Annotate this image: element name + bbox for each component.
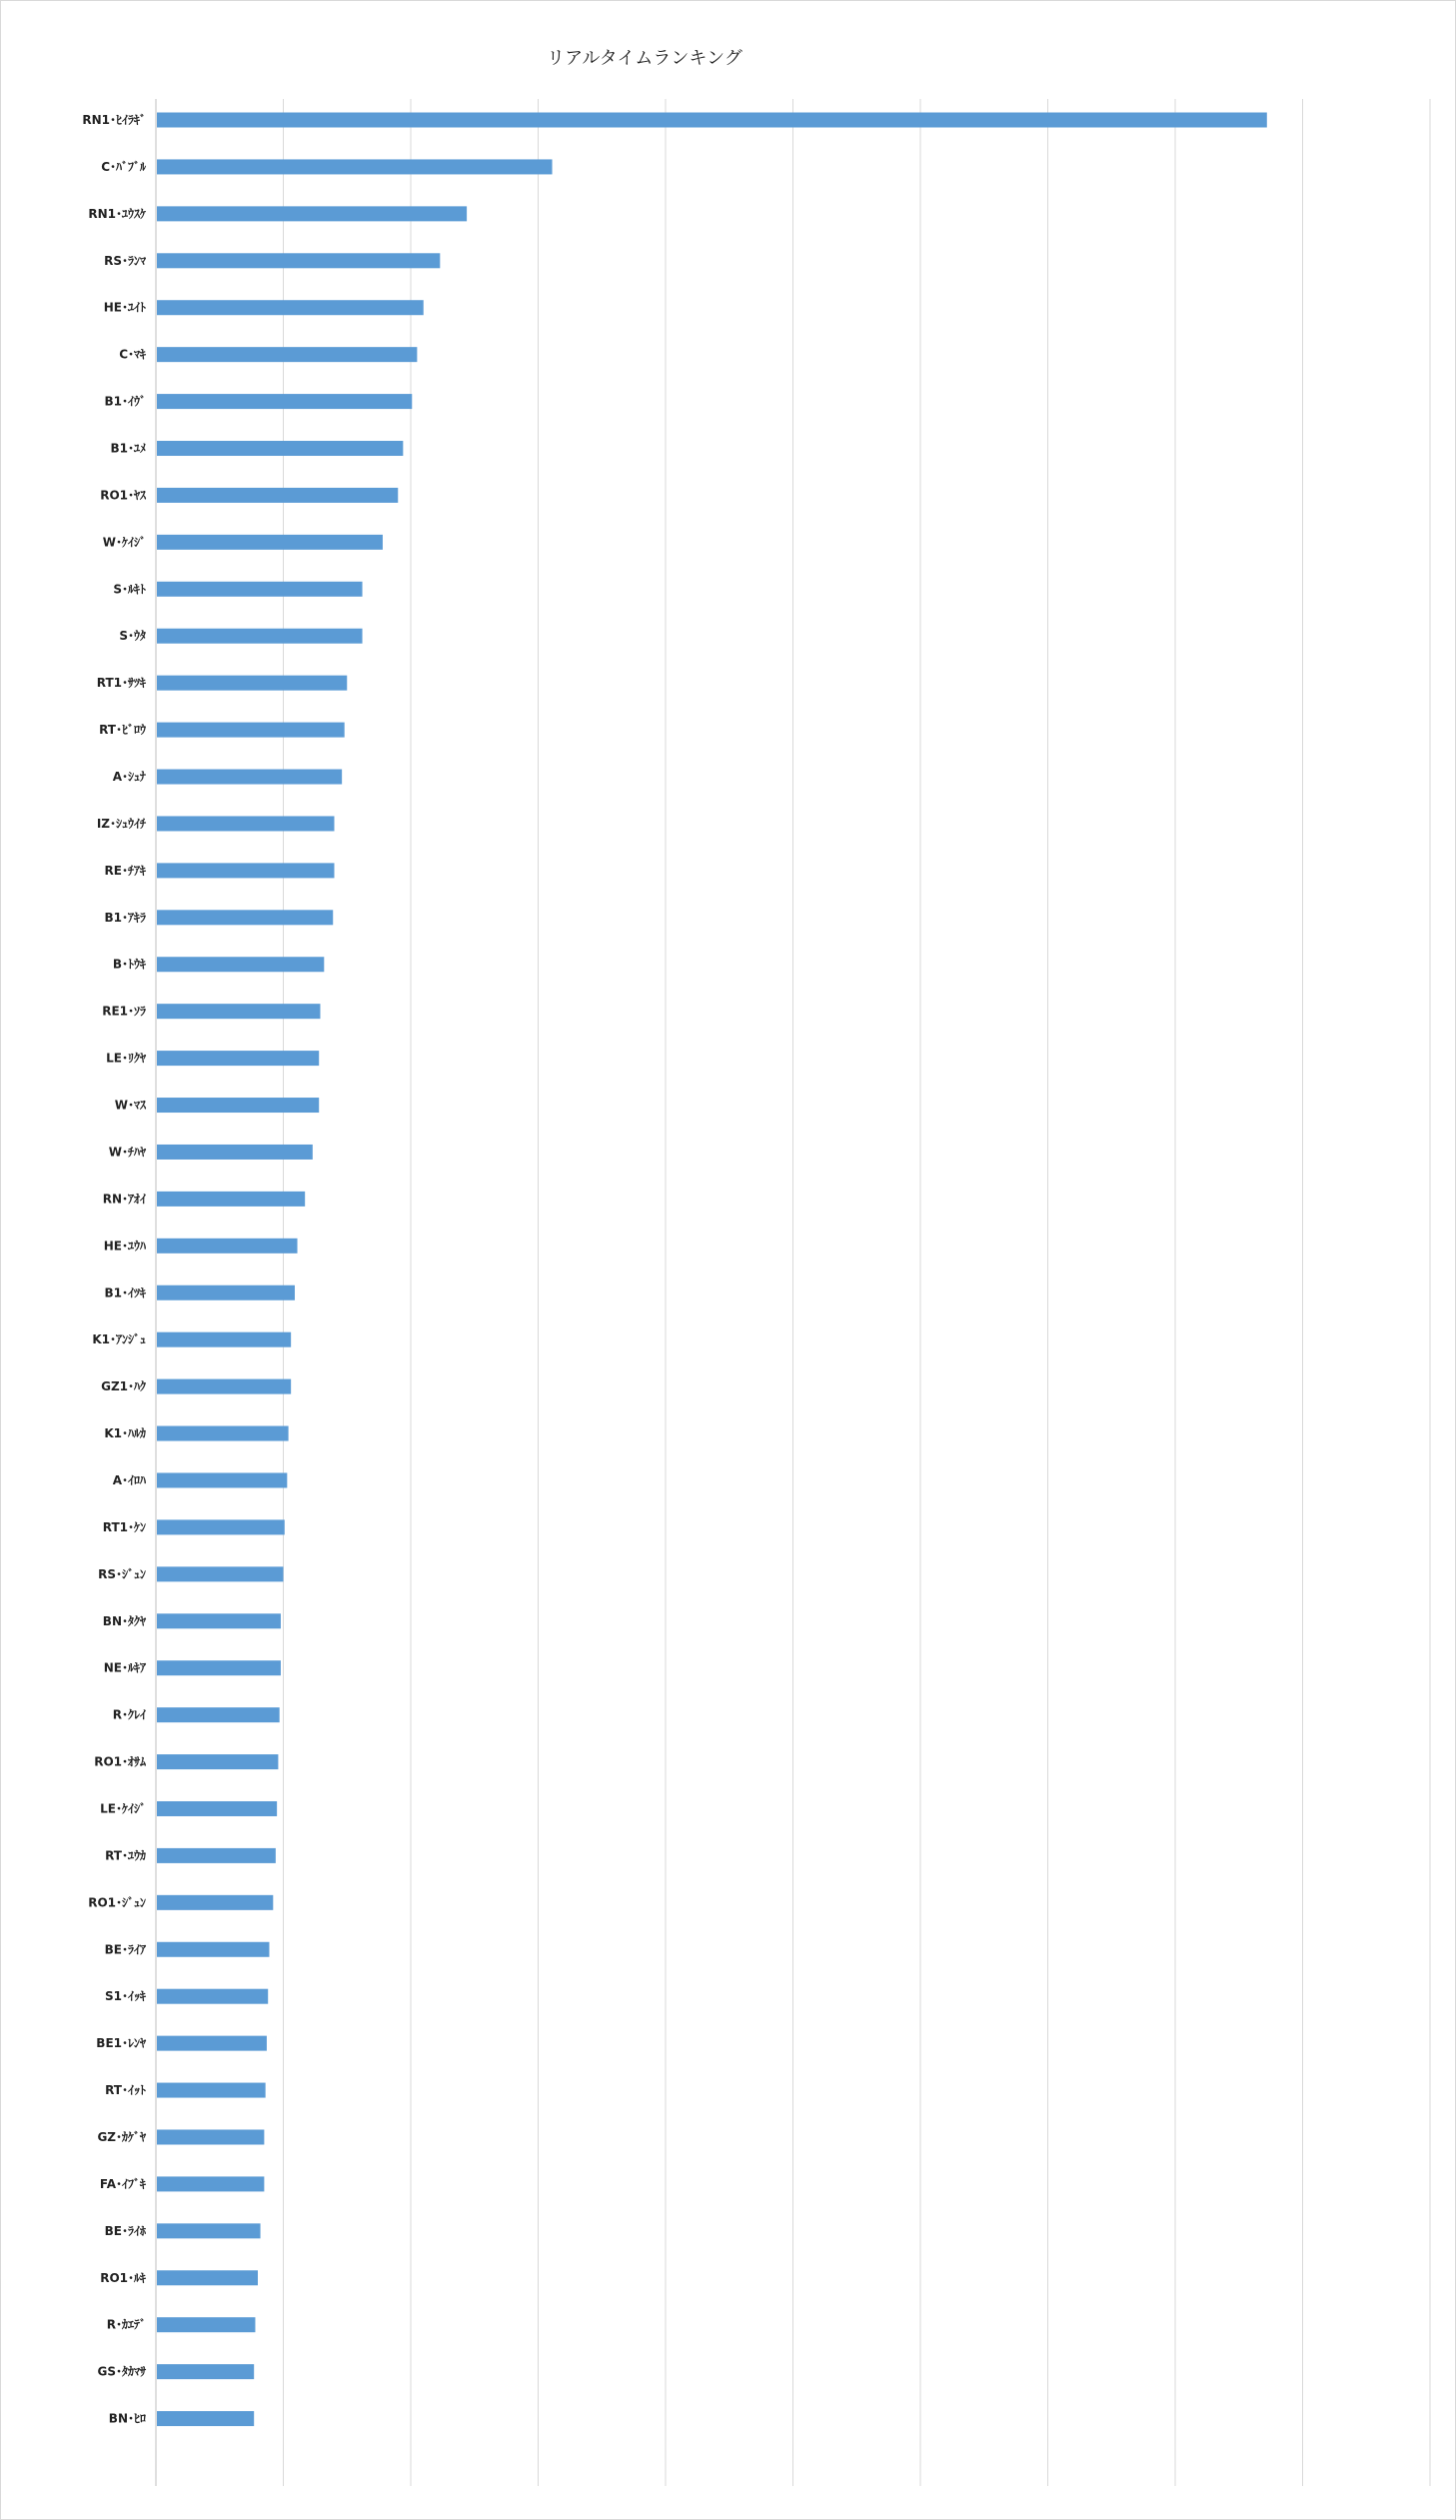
- category-label: GZ1･ﾊｸ: [101, 1379, 146, 1394]
- bar: [157, 723, 345, 738]
- category-label: B1･ﾕﾒ: [110, 441, 146, 456]
- category-label: C･ﾏｷ: [119, 347, 146, 362]
- category-label: LE･ﾘｸﾔ: [106, 1051, 146, 1066]
- bar: [157, 676, 347, 691]
- bar: [157, 1472, 287, 1487]
- category-label: BE･ﾗｲｱ: [104, 1942, 146, 1957]
- bar: [157, 1613, 281, 1628]
- category-label: RO1･ﾔｽ: [100, 488, 146, 503]
- bar: [157, 770, 342, 785]
- bar: [157, 159, 553, 174]
- category-label: IZ･ｼｭｳｲﾁ: [96, 816, 146, 831]
- bar: [157, 1145, 313, 1160]
- category-label: RT1･ｹﾝ: [102, 1519, 146, 1534]
- category-label: R･ｸﾚｲ: [112, 1707, 146, 1722]
- category-label: BN･ﾋﾛ: [108, 2411, 146, 2426]
- category-label: S･ｳﾀ: [119, 629, 146, 644]
- category-label: GZ･ｶｹﾞﾔ: [97, 2129, 146, 2144]
- bar: [157, 206, 467, 221]
- bar: [157, 1707, 280, 1722]
- bar: [157, 1379, 291, 1394]
- bar: [157, 253, 440, 268]
- bar: [157, 1848, 276, 1863]
- bar: [157, 1098, 319, 1113]
- category-label: RN1･ﾋｲﾗｷﾞ: [82, 113, 146, 127]
- bar: [157, 2411, 254, 2426]
- category-label: RS･ｼﾞｭﾝ: [98, 1566, 146, 1581]
- category-label: LE･ｹｲｼﾞ: [100, 1801, 146, 1816]
- bar: [157, 1051, 319, 1066]
- category-label: RT･ﾋﾞﾛｳ: [99, 723, 146, 738]
- category-label: NE･ﾙｷｱ: [103, 1660, 146, 1675]
- bar: [157, 1754, 278, 1769]
- category-label: HE･ﾕｲﾄ: [103, 300, 146, 315]
- bar: [157, 2317, 255, 2332]
- category-label: B1･ｲﾂｷ: [104, 1285, 146, 1300]
- bar: [157, 816, 335, 831]
- category-label: A･ｼｭﾅ: [112, 770, 146, 785]
- bar: [157, 1192, 305, 1207]
- category-label: RN1･ﾕｳｽｹ: [88, 206, 146, 221]
- bar: [157, 1660, 281, 1675]
- bar: [157, 2129, 264, 2144]
- bar: [157, 1942, 269, 1957]
- category-label: HE･ﾕｳﾊ: [103, 1239, 146, 1254]
- category-label: BN･ﾀｸﾔ: [102, 1613, 146, 1628]
- bar: [157, 863, 335, 878]
- bar: [157, 1519, 285, 1534]
- category-label: W･ﾁﾊﾔ: [108, 1145, 146, 1160]
- category-label: GS･ﾀｶﾏｻ: [97, 2364, 146, 2379]
- category-label: K1･ｱﾝｼﾞｭ: [92, 1332, 146, 1347]
- category-label: B1･ｲｳﾞ: [104, 394, 146, 409]
- bar: [157, 394, 412, 409]
- bar: [157, 2036, 267, 2051]
- category-label: RE･ﾁｱｷ: [104, 863, 146, 878]
- bar: [157, 1426, 289, 1441]
- category-label: RO1･ﾙｷ: [100, 2270, 146, 2285]
- bar: [157, 1989, 268, 2004]
- category-label: FA･ｲﾌﾞｷ: [99, 2176, 146, 2191]
- bar: [157, 910, 333, 925]
- category-label: RO1･ｵｻﾑ: [94, 1754, 146, 1769]
- category-label: RO1･ｼﾞｭﾝ: [88, 1895, 146, 1910]
- category-label: B1･ｱｷﾗ: [104, 910, 146, 925]
- chart-title: リアルタイムランキング: [547, 48, 742, 69]
- bar: [157, 1332, 291, 1347]
- bar: [157, 582, 363, 597]
- category-label: B･ﾄｳｷ: [112, 957, 146, 972]
- category-label: BE1･ﾚﾝﾔ: [96, 2036, 146, 2051]
- bar: [157, 1004, 320, 1019]
- bar: [157, 1285, 295, 1300]
- bar: [157, 2364, 254, 2379]
- category-label: BE･ﾗｲﾎ: [104, 2223, 146, 2238]
- category-label: A･ｲﾛﾊ: [112, 1472, 146, 1487]
- bar: [157, 113, 1267, 128]
- bar: [157, 2176, 264, 2191]
- category-label: C･ﾊﾞﾌﾞﾙ: [101, 159, 146, 174]
- category-label: W･ｹｲｼﾞ: [102, 535, 146, 550]
- category-label: RS･ﾗﾝﾏ: [104, 253, 146, 268]
- bar: [157, 535, 383, 550]
- category-label: RT1･ｻﾂｷ: [96, 676, 146, 691]
- bar: [157, 2083, 266, 2098]
- bar: [157, 2270, 258, 2285]
- bar: [157, 300, 424, 315]
- bar: [157, 1239, 298, 1254]
- category-label: RT･ﾕｳｶ: [105, 1848, 146, 1863]
- category-label: RE1･ｿﾗ: [102, 1004, 146, 1019]
- bar: [157, 1801, 277, 1816]
- bar: [157, 488, 398, 503]
- bar: [157, 2223, 261, 2238]
- bar: [157, 1566, 284, 1581]
- bar: [157, 347, 417, 362]
- bar: [157, 441, 403, 456]
- category-label: S･ﾙｷﾄ: [113, 582, 146, 597]
- category-label: RN･ｱｵｲ: [102, 1192, 146, 1207]
- category-label: W･ﾏｽ: [114, 1098, 146, 1113]
- category-label: R･ｶｴﾃﾞ: [106, 2317, 146, 2332]
- category-label: S1･ｲｯｷ: [105, 1989, 146, 2004]
- category-label: RT･ｲｯﾄ: [105, 2083, 146, 2098]
- bar: [157, 957, 324, 972]
- category-label: K1･ﾊﾙｶ: [104, 1426, 146, 1441]
- bar: [157, 629, 363, 644]
- bar: [157, 1895, 273, 1910]
